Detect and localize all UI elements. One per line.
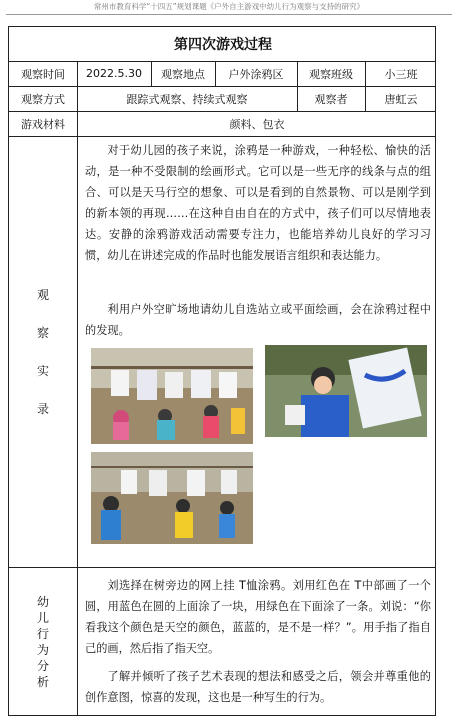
observation-photo-1 [91,348,253,444]
analysis-label-char: 幼 [36,595,49,609]
place-value: 户外涂鸦区 [228,67,284,81]
method-label: 观察方式 [21,92,65,106]
analysis-label-char: 析 [36,675,49,689]
analysis-paragraph-1: 刘选择在树旁边的网上挂 T恤涂鸦。刘用红色在 T中部画了一个圆，用蓝色在圆的上面涂了一块，用绿色在下面涂了一条。刘说：“你看我这个颜色是天空的颜色，蓝蓝的，是不是一样？”。用手指了指自己的画，然后指了指天空。 [85,579,431,655]
analysis-label-char: 行 [36,627,49,641]
time-value: 2022.5.30 [86,67,142,80]
table-title: 第四次游戏过程 [174,37,272,53]
observation-photo-2 [265,345,427,437]
header-rule [6,14,452,15]
class-label: 观察班级 [309,67,353,81]
class-value: 小三班 [384,67,418,81]
observation-paragraph-1: 对于幼儿园的孩子来说，涂鸦是一种游戏，一种轻松、愉快的活动，是一种不受限制的绘画形式。它可以是一些无序的线条与点的组合、可以是天马行空的想象、可以是看到的自然景物、可以是刚学到的新本领的再现……在这种自由自在的方式中，孩子们可以尽情地表达。安静的涂鸦游戏活动需要专注力，也能培养幼儿良好的学习习惯，幼儿在讲述完成的作品时也能发展语言组织和表达能力。 [85,144,431,262]
page-header: 常州市教育科学“十四五”规划课题《户外自主游戏中幼儿行为观察与支持的研究》 [93,2,365,11]
method-value: 跟踪式观察、持续式观察 [126,92,248,106]
analysis-label-char: 儿 [36,611,49,625]
observation-photo-3 [91,452,253,544]
observation-paragraph-2: 利用户外空旷场地请幼儿自选站立或平面绘画，会在涂鸦过程中的发现。 [85,303,431,337]
analysis-label-char: 为 [36,643,49,657]
place-label: 观察地点 [161,67,205,81]
analysis-label [9,567,77,717]
observation-label-char: 观 [36,287,49,302]
time-label: 观察时间 [21,67,65,81]
material-label: 游戏材料 [21,117,65,131]
material-value: 颜料、包衣 [229,117,285,131]
analysis-label-char: 分 [36,659,49,673]
observation-label-char: 录 [36,401,49,416]
observation-table [8,26,436,716]
observer-label: 观察者 [314,92,348,106]
observation-label-char: 实 [36,363,49,378]
col-divider [77,61,78,715]
observation-label-char: 察 [36,325,49,340]
analysis-paragraph-2: 了解并倾听了孩子艺术表现的想法和感受之后，领会并尊重他的创作意图，惊喜的发现，这也是一种写生的行为。 [85,670,431,704]
observation-label [9,136,77,567]
observer-value: 唐虹云 [384,92,418,106]
